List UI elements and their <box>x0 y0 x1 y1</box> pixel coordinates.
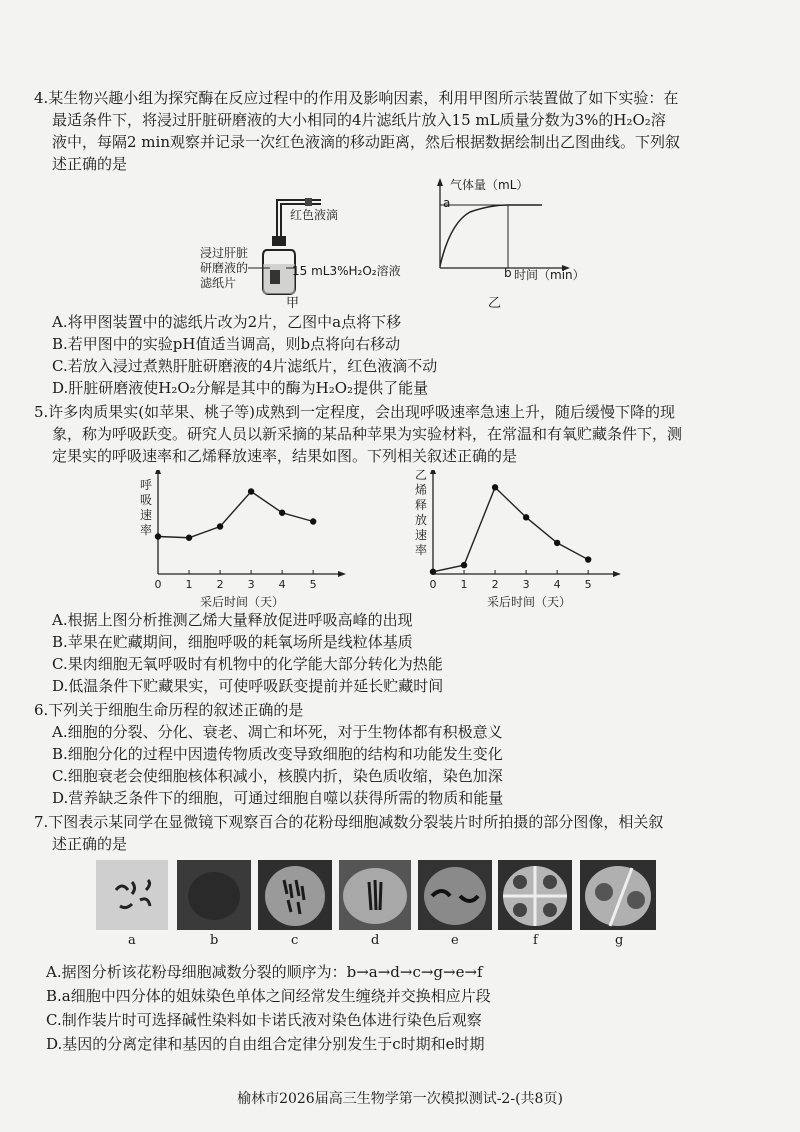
respiration-ylabel: 呼吸速率 <box>140 478 153 537</box>
respiration-x-tick-label: 0 <box>154 578 162 591</box>
gas-graph-xlabel: 时间（min） <box>514 268 585 282</box>
ethylene-data-point <box>492 484 498 490</box>
micrograph-e <box>418 860 492 930</box>
gas-graph-ylabel: 气体量（mL） <box>450 178 529 192</box>
q6-option-c: C.细胞衰老会使细胞核体积减小，核膜内折，染色质收缩，染色加深 <box>52 767 503 785</box>
paper-label-line: 浸过肝脏 <box>200 246 249 260</box>
q5-option-c: C.果肉细胞无氧呼吸时有机物中的化学能大部分转化为热能 <box>52 655 443 673</box>
ethylene-data-point <box>523 514 529 520</box>
q6-option-d: D.营养缺乏条件下的细胞，可通过细胞自噬以获得所需的物质和能量 <box>52 789 504 807</box>
micrograph-label-e: e <box>451 933 459 948</box>
ethylene-rate-chart <box>425 470 625 595</box>
micrograph-g <box>580 860 656 930</box>
q5-option-b: B.苹果在贮藏期间，细胞呼吸的耗氧场所是线粒体基质 <box>52 633 413 651</box>
respiration-data-point <box>248 488 254 494</box>
paper-label-line: 滤纸片 <box>200 276 237 290</box>
ethylene-data-point <box>554 540 560 546</box>
q4-stem-line: 4.某生物兴趣小组为探究酶在反应过程中的作用及影响因素，利用甲图所示装置做了如下实验：在 <box>34 89 679 107</box>
page-footer: 榆林市2026届高三生物学第一次模拟测试-2-(共8页) <box>237 1091 563 1107</box>
respiration-rate-chart <box>150 470 350 595</box>
respiration-x-tick-label: 5 <box>309 578 317 591</box>
micrograph-label-d: d <box>371 933 380 948</box>
respiration-x-tick-label: 1 <box>185 578 193 591</box>
drop-label: 红色液滴 <box>290 208 339 222</box>
micrograph-a <box>96 860 168 930</box>
micrograph-b <box>177 860 251 930</box>
micrograph-f <box>498 860 572 930</box>
point-a-label: a <box>443 196 451 210</box>
respiration-data-point <box>155 533 161 539</box>
q6-option-b: B.细胞分化的过程中因遗传物质改变导致细胞的结构和功能发生变化 <box>52 745 503 763</box>
q4-option-c: C.若放入浸过煮熟肝脏研磨液的4片滤纸片，红色液滴不动 <box>52 357 438 375</box>
q5-option-a: A.根据上图分析推测乙烯大量释放促进呼吸高峰的出现 <box>52 611 413 629</box>
respiration-data-point <box>310 518 316 524</box>
q7-stem-line: 7.下图表示某同学在显微镜下观察百合的花粉母细胞减数分裂装片时所拍摄的部分图像，相关叙 <box>34 813 664 831</box>
q7-stem-line: 述正确的是 <box>52 835 128 853</box>
micrograph-label-f: f <box>533 933 538 948</box>
q5-stem-line: 象，称为呼吸跃变。研究人员以新采摘的某品种苹果为实验材料，在常温和有氧贮藏条件下，测 <box>52 425 683 443</box>
micrograph-label-g: g <box>615 933 624 948</box>
q4-stem-line: 述正确的是 <box>52 155 128 173</box>
q4-option-d: D.肝脏研磨液使H₂O₂分解是其中的酶为H₂O₂提供了能量 <box>52 379 429 397</box>
ethylene-x-tick-label: 2 <box>491 578 499 591</box>
q7-option-c: C.制作装片时可选择碱性染料如卡诺氏液对染色体进行染色后观察 <box>46 1011 482 1029</box>
gas-curve <box>440 205 542 266</box>
q4-option-a: A.将甲图装置中的滤纸片改为2片，乙图中a点将下移 <box>52 313 402 331</box>
respiration-xlabel: 采后时间（天） <box>200 595 285 609</box>
respiration-y-arrow <box>155 470 161 474</box>
respiration-x-tick-label: 3 <box>247 578 255 591</box>
ethylene-x-tick-label: 4 <box>553 578 561 591</box>
q5-option-d: D.低温条件下贮藏果实，可使呼吸跃变提前并延长贮藏时间 <box>52 677 444 695</box>
figure-jia-caption: 甲 <box>286 296 300 311</box>
respiration-x-tick-label: 2 <box>216 578 224 591</box>
red-droplet <box>305 198 312 206</box>
respiration-axes <box>155 470 347 591</box>
ethylene-data-point <box>461 562 467 568</box>
micrograph-c <box>258 860 332 930</box>
q6-stem-line: 6.下列关于细胞生命历程的叙述正确的是 <box>34 701 304 719</box>
q7-option-b: B.a细胞中四分体的姐妹染色单体之间经常发生缠绕并交换相应片段 <box>46 987 491 1005</box>
micrograph-d <box>339 860 411 930</box>
respiration-data-point <box>217 523 223 529</box>
solution-label: 15 mL3%H₂O₂溶液 <box>292 264 401 278</box>
q4-option-b: B.若甲图中的实验pH值适当调高，则b点将向右移动 <box>52 335 401 353</box>
ethylene-y-arrow <box>430 470 436 474</box>
ethylene-data-point <box>430 569 436 575</box>
q7-option-d: D.基因的分离定律和基因的自由组合定律分别发生于c时期和e时期 <box>46 1035 485 1053</box>
q4-stem-line: 最适条件下，将浸过肝脏研磨液的大小相同的4片滤纸片放入15 mL质量分数为3%的H₂O₂溶 <box>52 111 666 129</box>
ethylene-data-point <box>585 556 591 562</box>
ethylene-ylabel: 乙烯释放速率 <box>415 468 428 557</box>
q4-stem-line: 液中，每隔2 min观察并记录一次红色液滴的移动距离，然后根据数据绘制出乙图曲线。下列叙 <box>52 133 680 151</box>
ethylene-x-tick-label: 0 <box>429 578 437 591</box>
ethylene-x-arrow <box>613 571 621 577</box>
ethylene-axes <box>430 470 622 591</box>
figure-yi-caption: 乙 <box>488 296 502 311</box>
micrograph-label-c: c <box>291 933 299 948</box>
respiration-x-tick-label: 4 <box>278 578 286 591</box>
ethylene-x-tick-label: 5 <box>584 578 592 591</box>
respiration-series-line <box>158 492 313 538</box>
q7-option-a: A.据图分析该花粉母细胞减数分裂的顺序为：b→a→d→c→g→e→f <box>46 963 483 981</box>
paper-label-line: 研磨液的 <box>200 261 249 275</box>
respiration-data-point <box>186 535 192 541</box>
gas-volume-graph <box>430 178 570 278</box>
ethylene-series-line <box>433 487 588 571</box>
ethylene-x-tick-label: 3 <box>522 578 530 591</box>
micrograph-label-b: b <box>210 933 219 948</box>
ethylene-xlabel: 采后时间（天） <box>487 595 572 609</box>
respiration-data-point <box>279 510 285 516</box>
respiration-x-arrow <box>338 571 346 577</box>
point-b-label: b <box>504 266 512 280</box>
ethylene-x-tick-label: 1 <box>460 578 468 591</box>
q5-stem-line: 定果实的呼吸速率和乙烯释放速率，结果如图。下列相关叙述正确的是 <box>52 447 518 465</box>
micrograph-label-a: a <box>128 933 136 948</box>
q5-stem-line: 5.许多肉质果实(如苹果、桃子等)成熟到一定程度，会出现呼吸速率急速上升，随后缓慢下降的现 <box>34 403 676 421</box>
q6-option-a: A.细胞的分裂、分化、衰老、凋亡和坏死，对于生物体都有积极意义 <box>52 723 503 741</box>
